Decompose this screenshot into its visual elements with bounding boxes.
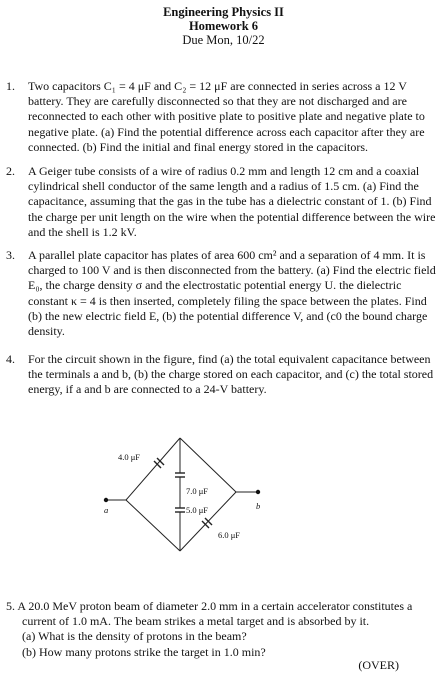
course-title: Engineering Physics II xyxy=(163,5,284,19)
problem-5-part-b: (b) How many protons strike the target in 1.0 min? xyxy=(22,644,266,659)
over-indicator: (OVER) xyxy=(358,658,399,672)
problem-text: A parallel plate capacitor has plates of area 600 cm² and a separation of 4 mm. It is charged to 100 V and is then disconnected from the battery. (a) Find the electric field E₀, the charge density σ and the electrostatic potential energy U. the dielectric constant κ = 4 is then inserted, completely filing the space between the plates. Find (b) the new electric field E, (b) the potential difference V, and (c0 the bound charge density. xyxy=(28,248,436,339)
label-4uF: 4.0 μF xyxy=(118,452,141,462)
problem-number: 1. xyxy=(6,79,15,93)
homework-title: Homework 6 xyxy=(188,19,259,33)
problem-text: For the circuit shown in the figure, find (a) the total equivalent capacitance between the terminals a and b, (b) the charge stored on each capacitor, and (c) the total stored energy, if a and b are connected to a 24-V battery. xyxy=(28,352,434,397)
problem-5-line-2: current of 1.0 mA. The beam strikes a metal target and is absorbed by it. xyxy=(22,614,370,629)
capacitor-circuit-diagram xyxy=(96,426,286,556)
label-5uF: 5.0 μF xyxy=(186,505,209,515)
due-date: Due Mon, 10/22 xyxy=(182,33,265,47)
problem-2 xyxy=(6,164,436,240)
problem-4 xyxy=(6,352,436,398)
label-6uF: 6.0 μF xyxy=(218,530,241,540)
problem-5 xyxy=(6,599,436,660)
problem-number: 2. xyxy=(6,164,15,178)
problem-text: A Geiger tube consists of a wire of radius 0.2 mm and length 12 cm and a coaxial cylindrical shell conductor of the same length and a radius of 1.5 cm. (a) Find the capacitance, assuming that the gas in the tube has a dielectric constant of 1. (b) Find the charge per unit length on the wire when the potential difference between the wire and the shell is 1.2 kV. xyxy=(28,164,436,239)
terminal-a-label: a xyxy=(104,505,109,515)
problem-text: Two capacitors C₁ = 4 μF and C₂ = 12 μF are connected in series across a 12 V battery. They are carefully disconnected so that they are not discharged and are reconnected to each other with positive plate to positive plate and negative plate to negative plate. (a) Find the potential difference across each capacitor after they are connected. (b) Find the initial and final energy stored in the capacitors. xyxy=(28,79,425,154)
problem-1 xyxy=(6,79,436,155)
problem-number: 4. xyxy=(6,352,15,366)
terminal-b-dot xyxy=(256,490,260,494)
header xyxy=(0,5,447,47)
problem-number: 3. xyxy=(6,248,15,262)
problem-5-part-a: (a) What is the density of protons in the beam? xyxy=(22,629,247,644)
terminal-a-dot xyxy=(104,498,108,502)
problem-3 xyxy=(6,248,436,339)
label-7uF: 7.0 μF xyxy=(186,486,209,496)
problem-5-line-1: 5. A 20.0 MeV proton beam of diameter 2.0 mm in a certain accelerator constitutes a xyxy=(6,599,413,613)
terminal-b-label: b xyxy=(256,501,261,511)
